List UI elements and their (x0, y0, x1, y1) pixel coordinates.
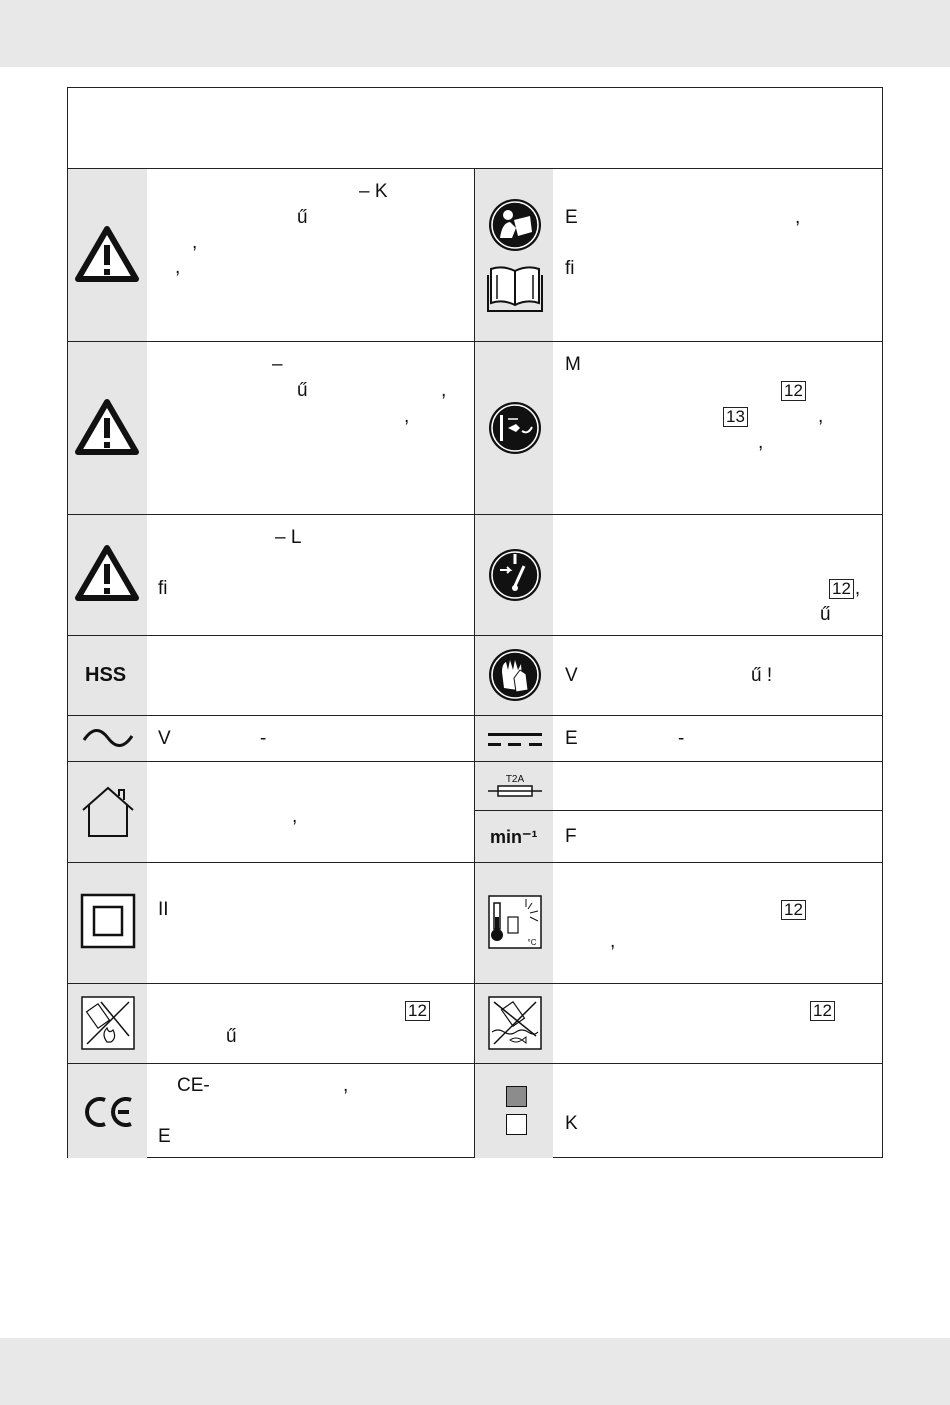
text-fragment: - (260, 728, 267, 749)
callout-12: 12 (405, 1001, 430, 1021)
dc-icon (488, 731, 542, 749)
text-fragment: K (565, 1113, 578, 1134)
gloves-icon (488, 648, 542, 702)
row-divider (68, 168, 882, 169)
row-divider (68, 635, 882, 636)
text-fragment: - (678, 728, 685, 749)
text-fragment: fi (158, 578, 168, 599)
row-divider (68, 341, 882, 342)
text-fragment (780, 898, 807, 922)
text-fragment (780, 379, 807, 403)
warning-icon (74, 544, 140, 602)
text-fragment: , (818, 406, 824, 427)
text-fragment: ű (226, 1026, 237, 1047)
ce-mark-icon (81, 1095, 135, 1129)
text-fragment: 12 , (828, 577, 860, 601)
text-fragment: , (795, 207, 801, 228)
text-fragment (404, 999, 431, 1023)
text-fragment: F (565, 826, 577, 847)
text-fragment: V (158, 728, 171, 749)
text-fragment: ű (297, 380, 308, 401)
callout-13: 13 (723, 407, 748, 427)
fuse-label: T2A (505, 774, 525, 785)
text-fragment: fi (565, 258, 575, 279)
switch-off-icon (488, 548, 542, 602)
unplug-icon (488, 401, 542, 455)
no-fire-icon (81, 996, 135, 1050)
text-fragment (809, 999, 836, 1023)
text-fragment: – L (275, 527, 302, 548)
text-fragment: , (192, 232, 198, 253)
row-divider (68, 862, 882, 863)
symbols-table (67, 87, 883, 1158)
text-fragment: , (175, 257, 181, 278)
filled-box-icon (506, 1086, 527, 1107)
row-divider (475, 810, 882, 811)
text-fragment: ű (297, 207, 308, 228)
text-fragment: CE- (177, 1075, 210, 1096)
text-fragment: E (565, 207, 578, 228)
row-divider (68, 715, 882, 716)
indoor-icon (79, 786, 137, 838)
warning-icon (74, 225, 140, 283)
text-fragment: , (292, 806, 298, 827)
text-fragment: , (610, 931, 616, 952)
text-fragment: , (758, 432, 764, 453)
warning-icon (74, 398, 140, 456)
bottom-band (0, 1338, 950, 1405)
text-fragment: E (158, 1126, 171, 1147)
fuse-icon (488, 772, 542, 802)
read-manual-icon (488, 198, 542, 252)
hss-label: HSS (85, 664, 127, 686)
column-divider (474, 168, 475, 1158)
text-fragment: M (565, 354, 581, 375)
empty-box-icon (506, 1114, 527, 1135)
row-divider (68, 1063, 882, 1064)
text-fragment: ű ! (751, 665, 773, 686)
text-fragment: ű (820, 604, 831, 625)
no-water-icon (488, 996, 542, 1050)
callout-12: 12 (781, 900, 806, 920)
protection-class-ii-icon (80, 893, 136, 949)
svg-text:°C: °C (527, 938, 537, 947)
text-fragment: , (404, 406, 410, 427)
temperature-sun-icon (488, 895, 542, 949)
text-fragment: , (441, 380, 447, 401)
text-fragment: – K (359, 181, 388, 202)
callout-12: 12 (810, 1001, 835, 1021)
book-icon (487, 263, 543, 313)
text-fragment: E (565, 728, 578, 749)
callout-12: 12 (781, 381, 806, 401)
text-fragment: , (343, 1075, 349, 1096)
row-divider (68, 983, 882, 984)
ac-icon (82, 726, 134, 750)
text-fragment: V (565, 665, 578, 686)
top-band (0, 0, 950, 67)
text-fragment: II (158, 899, 169, 920)
row-divider (68, 761, 882, 762)
text-fragment: – (272, 354, 283, 375)
callout-12: 12 (829, 579, 854, 599)
row-divider (68, 514, 882, 515)
text-fragment (722, 405, 749, 429)
min-label: min⁻¹ (490, 827, 538, 847)
